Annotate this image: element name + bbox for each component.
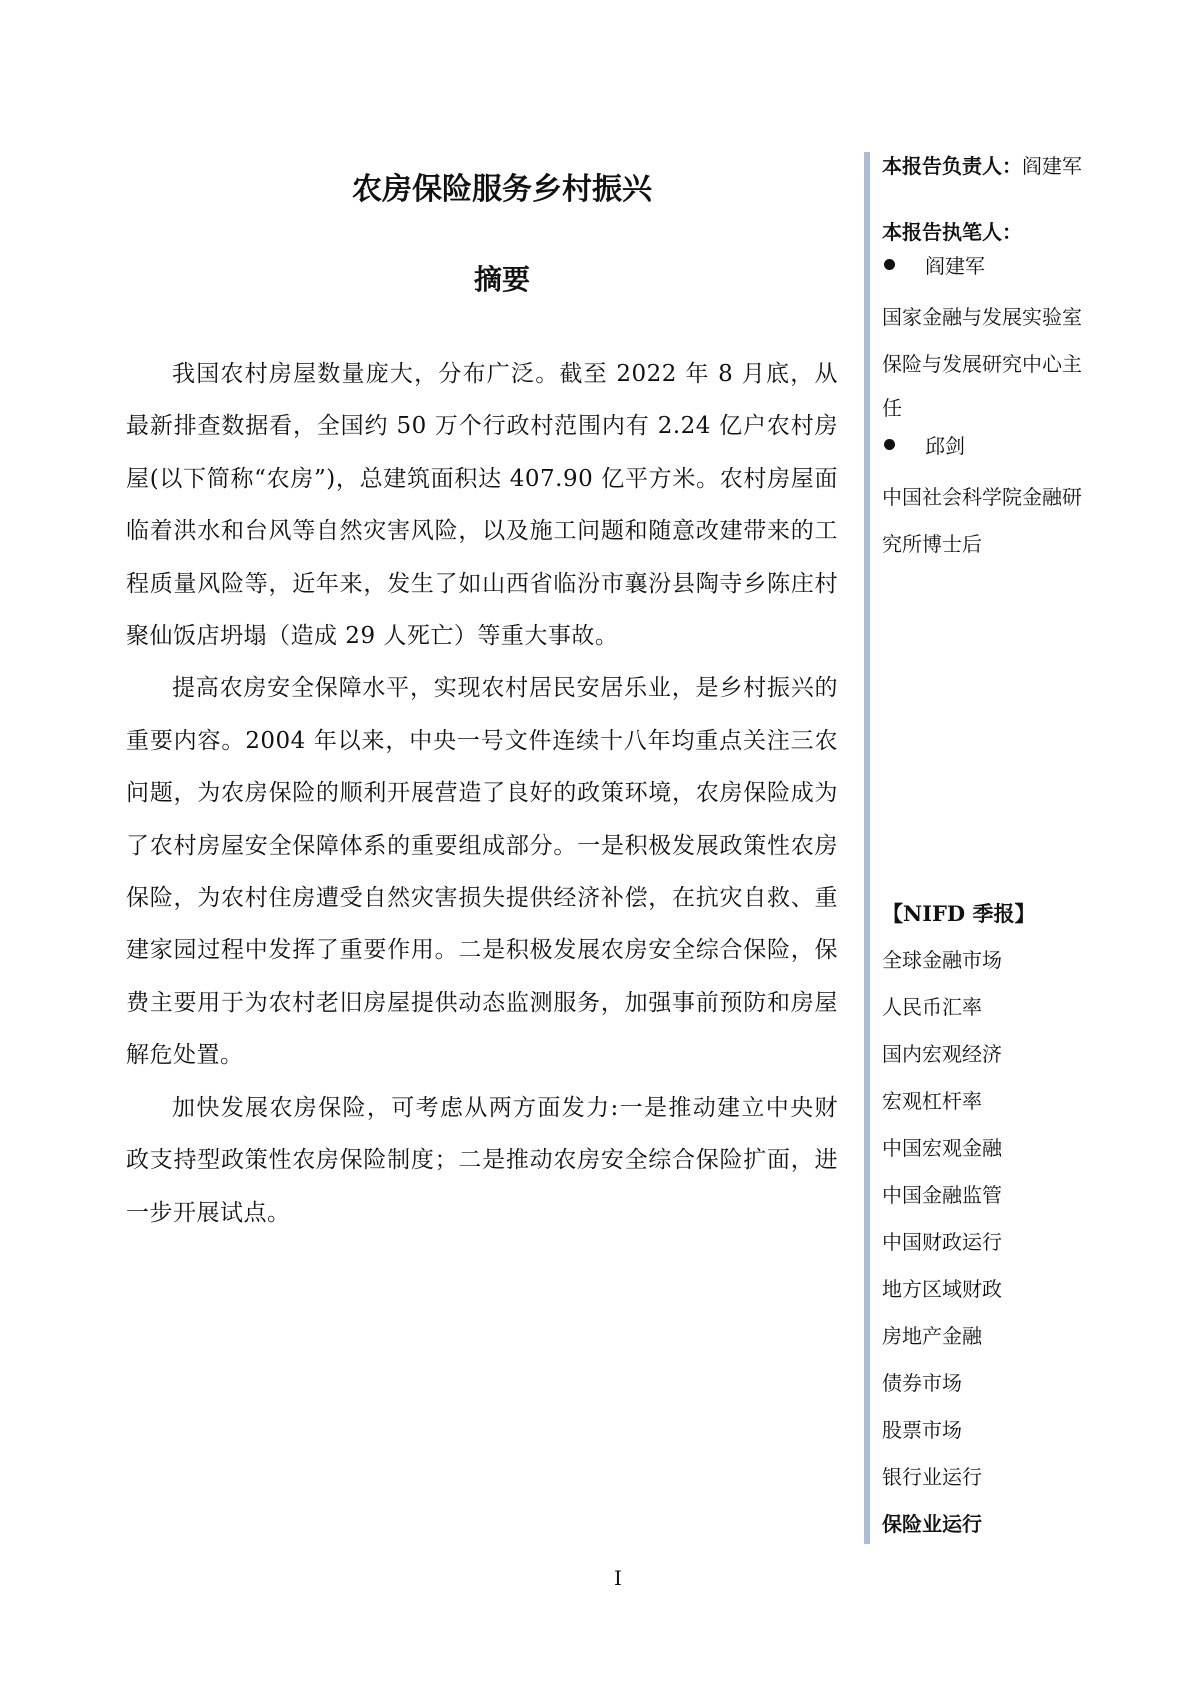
series-item[interactable]: 房地产金融 [882, 1324, 982, 1348]
series-item[interactable]: 地方区域财政 [882, 1277, 1002, 1301]
series-item[interactable]: 中国金融监管 [882, 1183, 1002, 1207]
series-item[interactable]: 中国宏观金融 [882, 1136, 1002, 1160]
responsible-name: 阎建军 [1022, 154, 1082, 178]
abstract-body [126, 348, 838, 1239]
series-item[interactable]: 股票市场 [882, 1418, 962, 1442]
authors-label: 本报告执笔人： [882, 220, 1022, 244]
abstract-paragraph-2: 提高农房安全保障水平，实现农村居民安居乐业，是乡村振兴的重要内容。2004 年以来，中央一号文件连续十八年均重点关注三农问题，为农房保险的顺利开展营造了良好的政策环境，农房保险成为了农村房屋安全保障体系的重要组成部分。一是积极发展政策性农房保险，为农村住房遭受自然灾害损失提供经济补偿，在抗灾自救、重建家园过程中发挥了重要作用。二是积极发展农房安全综合保险，保费主要用于为农村老旧房屋提供动态监测服务，加强事前预防和房屋解危处置。 [126, 675, 838, 1069]
series-title: 【NIFD 季报】 [882, 901, 1036, 926]
report-main [126, 160, 838, 1239]
series-item[interactable]: 国内宏观经济 [882, 1042, 1002, 1066]
author-affiliation: 究所博士后 [882, 532, 982, 556]
series-item[interactable]: 宏观杠杆率 [882, 1089, 982, 1113]
page-number: I [614, 1566, 622, 1590]
series-item[interactable]: 人民币汇率 [882, 995, 982, 1019]
series-item-current[interactable]: 保险业运行 [882, 1512, 982, 1536]
responsible-line [882, 150, 1122, 182]
bullet-icon [884, 439, 895, 450]
author-item [882, 428, 1122, 460]
author-name: 邱剑 [925, 433, 965, 458]
responsible-label: 本报告负责人： [882, 154, 1022, 178]
sidebar-divider [864, 152, 870, 1544]
author-affiliation: 任 [882, 396, 902, 420]
series-item[interactable]: 银行业运行 [882, 1465, 982, 1489]
series-item[interactable]: 全球金融市场 [882, 948, 1002, 972]
abstract-heading: 摘要 [473, 263, 530, 296]
sidebar [882, 150, 1122, 568]
author-affiliation: 保险与发展研究中心主 [882, 352, 1082, 376]
series-item[interactable]: 债券市场 [882, 1371, 962, 1395]
author-item [882, 248, 1122, 280]
author-affiliation: 中国社会科学院金融研 [882, 485, 1082, 509]
series-list [882, 937, 1002, 1548]
author-name: 阎建军 [925, 253, 985, 278]
abstract-paragraph-3: 加快发展农房保险，可考虑从两方面发力:一是推动建立中央财政支持型政策性农房保险制度；二是推动农房安全综合保险扩面，进一步开展试点。 [126, 1094, 838, 1226]
series-item[interactable]: 中国财政运行 [882, 1230, 1002, 1254]
abstract-paragraph-1: 我国农村房屋数量庞大，分布广泛。截至 2022 年 8 月底，从最新排查数据看，全国约 50 万个行政村范围内有 2.24 亿户农村房屋(以下简称“农房”)，总建筑面积达 407.90 亿平方米。农村房屋面临着洪水和台风等自然灾害风险，以及施工问题和随意改建带来的工程质量风险等，近年来，发生了如山西省临汾市襄汾县陶寺乡陈庄村聚仙饭店坍塌（造成 29 人死亡）等重大事故。 [126, 361, 838, 650]
author-affiliation: 国家金融与发展实验室 [882, 305, 1082, 329]
bullet-icon [884, 259, 895, 270]
report-title: 农房保险服务乡村振兴 [352, 172, 652, 207]
